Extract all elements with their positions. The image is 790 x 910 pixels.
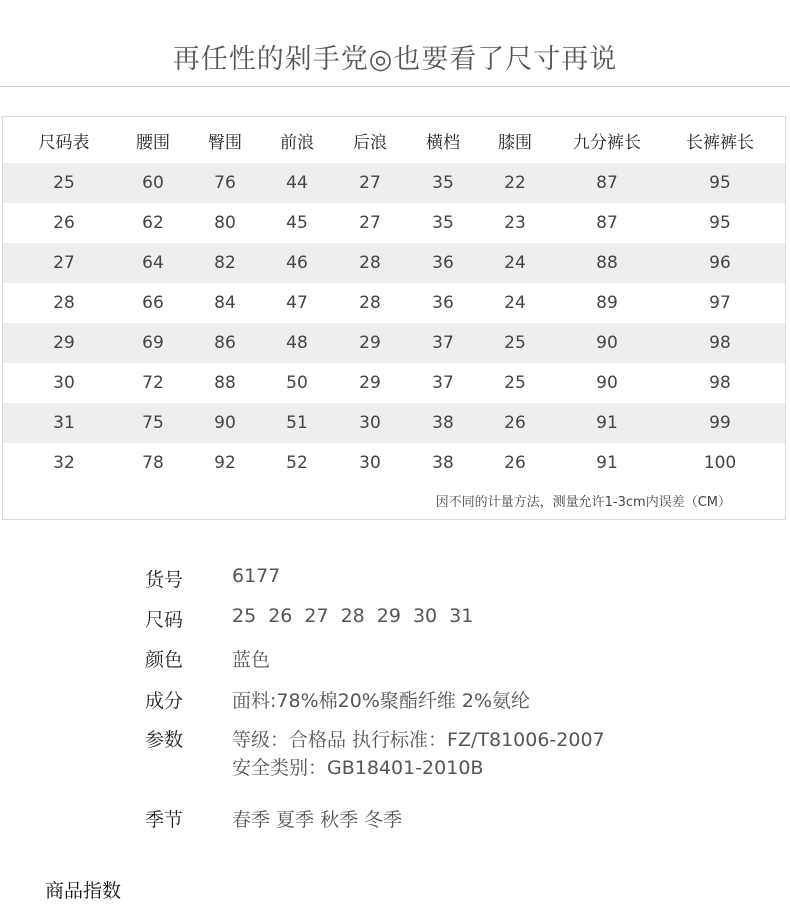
table-cell: 78 bbox=[142, 453, 164, 473]
table-body bbox=[3, 163, 785, 483]
table-cell: 28 bbox=[325, 243, 415, 283]
table-cell: 87 bbox=[596, 213, 618, 233]
table-cell: 98 bbox=[709, 373, 731, 393]
table-header-cell: 尺码表 bbox=[38, 132, 90, 153]
size-table bbox=[3, 117, 785, 483]
table-cell: 28 bbox=[359, 293, 381, 313]
table-cell: 46 bbox=[269, 243, 325, 283]
table-cell: 72 bbox=[142, 373, 164, 393]
table-cell: 30 bbox=[325, 403, 415, 443]
table-cell: 76 bbox=[181, 163, 269, 203]
table-cell: 88 bbox=[214, 373, 236, 393]
table-cell: 96 bbox=[655, 243, 785, 283]
table-cell: 84 bbox=[214, 293, 236, 313]
table-cell: 90 bbox=[559, 323, 655, 363]
table-cell: 82 bbox=[181, 243, 269, 283]
table-cell: 51 bbox=[269, 403, 325, 443]
measurement-note: 因不同的计量方法，测量允许1-3cm内误差（CM） bbox=[435, 495, 731, 510]
table-cell: 89 bbox=[596, 293, 618, 313]
table-cell: 66 bbox=[142, 293, 164, 313]
table-cell: 24 bbox=[504, 293, 526, 313]
table-cell: 48 bbox=[269, 323, 325, 363]
table-header-cell: 腰围 bbox=[136, 132, 170, 153]
table-cell: 95 bbox=[709, 213, 731, 233]
table-cell: 50 bbox=[286, 373, 308, 393]
color-value: 蓝色 bbox=[232, 649, 271, 671]
table-cell: 69 bbox=[125, 323, 181, 363]
size-option: 31 bbox=[449, 605, 474, 627]
table-cell: 28 bbox=[53, 293, 75, 313]
table-header-cell: 膝围 bbox=[498, 132, 532, 153]
size-option: 27 bbox=[304, 605, 329, 627]
table-cell: 44 bbox=[269, 163, 325, 203]
table-cell: 38 bbox=[415, 403, 471, 443]
season-value: 春季 夏季 秋季 冬季 bbox=[232, 809, 403, 831]
season-label: 季节 bbox=[145, 809, 184, 831]
table-cell: 29 bbox=[325, 323, 415, 363]
item-no-value: 6177 bbox=[232, 565, 281, 587]
table-cell: 100 bbox=[703, 453, 737, 473]
params-label: 参数 bbox=[145, 729, 184, 751]
product-index-title: 商品指数 bbox=[45, 880, 122, 902]
table-cell: 24 bbox=[471, 243, 559, 283]
table-header-cell: 后浪 bbox=[353, 132, 387, 153]
table-header-cell: 臀围 bbox=[208, 132, 242, 153]
table-cell: 37 bbox=[415, 323, 471, 363]
table-cell: 91 bbox=[559, 403, 655, 443]
table-cell: 32 bbox=[53, 453, 75, 473]
table-row bbox=[3, 163, 785, 203]
table-row bbox=[3, 283, 785, 323]
table-cell: 45 bbox=[286, 213, 308, 233]
table-header-row bbox=[3, 117, 785, 163]
params-line-1: 等级：合格品 执行标准：FZ/T81006-2007 bbox=[232, 729, 605, 751]
table-cell: 25 bbox=[3, 163, 125, 203]
table-cell: 99 bbox=[655, 403, 785, 443]
table-cell: 25 bbox=[471, 323, 559, 363]
table-header-cell: 长裤裤长 bbox=[686, 132, 754, 153]
params-line-2: 安全类别：GB18401-2010B bbox=[232, 757, 484, 779]
table-cell: 23 bbox=[504, 213, 526, 233]
table-cell: 95 bbox=[655, 163, 785, 203]
table-cell: 86 bbox=[181, 323, 269, 363]
table-cell: 26 bbox=[471, 403, 559, 443]
table-cell: 88 bbox=[559, 243, 655, 283]
table-cell: 90 bbox=[181, 403, 269, 443]
table-cell: 80 bbox=[214, 213, 236, 233]
table-cell: 37 bbox=[432, 373, 454, 393]
table-cell: 30 bbox=[359, 453, 381, 473]
table-cell: 75 bbox=[125, 403, 181, 443]
table-cell: 87 bbox=[559, 163, 655, 203]
table-cell: 35 bbox=[432, 213, 454, 233]
size-option: 29 bbox=[376, 605, 401, 627]
table-cell: 29 bbox=[359, 373, 381, 393]
table-cell: 91 bbox=[596, 453, 618, 473]
size-option: 30 bbox=[412, 605, 438, 627]
size-option: 25 bbox=[232, 605, 257, 627]
table-cell: 62 bbox=[142, 213, 164, 233]
size-list bbox=[232, 605, 485, 627]
size-chart bbox=[2, 116, 786, 520]
table-cell: 52 bbox=[286, 453, 308, 473]
table-cell: 36 bbox=[415, 243, 471, 283]
material-label: 成分 bbox=[145, 690, 184, 712]
table-cell: 90 bbox=[596, 373, 618, 393]
material-value: 面料:78%棉20%聚酯纤维 2%氨纶 bbox=[232, 690, 531, 712]
table-row bbox=[3, 243, 785, 283]
table-row bbox=[3, 203, 785, 243]
table-cell: 60 bbox=[125, 163, 181, 203]
title-divider bbox=[0, 86, 790, 87]
table-cell: 22 bbox=[471, 163, 559, 203]
table-row bbox=[3, 363, 785, 403]
table-cell: 29 bbox=[3, 323, 125, 363]
table-cell: 31 bbox=[3, 403, 125, 443]
table-cell: 64 bbox=[125, 243, 181, 283]
table-row bbox=[3, 443, 785, 483]
size-label: 尺码 bbox=[145, 609, 184, 631]
table-cell: 30 bbox=[53, 373, 75, 393]
table-cell: 27 bbox=[3, 243, 125, 283]
table-header-cell: 横档 bbox=[426, 132, 460, 153]
size-option: 28 bbox=[340, 605, 365, 627]
size-option: 26 bbox=[268, 605, 293, 627]
table-cell: 47 bbox=[286, 293, 308, 313]
table-cell: 26 bbox=[53, 213, 75, 233]
table-cell: 36 bbox=[432, 293, 454, 313]
item-no-label: 货号 bbox=[145, 569, 184, 591]
table-cell: 26 bbox=[504, 453, 526, 473]
table-cell: 38 bbox=[432, 453, 454, 473]
table-cell: 97 bbox=[709, 293, 731, 313]
table-cell: 27 bbox=[359, 213, 381, 233]
table-header-cell: 前浪 bbox=[280, 132, 314, 153]
table-cell: 35 bbox=[415, 163, 471, 203]
table-header-cell: 九分裤长 bbox=[573, 132, 641, 153]
table-row bbox=[3, 403, 785, 443]
page-title: 再任性的剁手党◎也要看了尺寸再说 bbox=[172, 44, 618, 75]
table-cell: 92 bbox=[214, 453, 236, 473]
table-cell: 98 bbox=[655, 323, 785, 363]
table-cell: 27 bbox=[325, 163, 415, 203]
table-row bbox=[3, 323, 785, 363]
color-label: 颜色 bbox=[145, 649, 184, 671]
table-cell: 25 bbox=[504, 373, 526, 393]
